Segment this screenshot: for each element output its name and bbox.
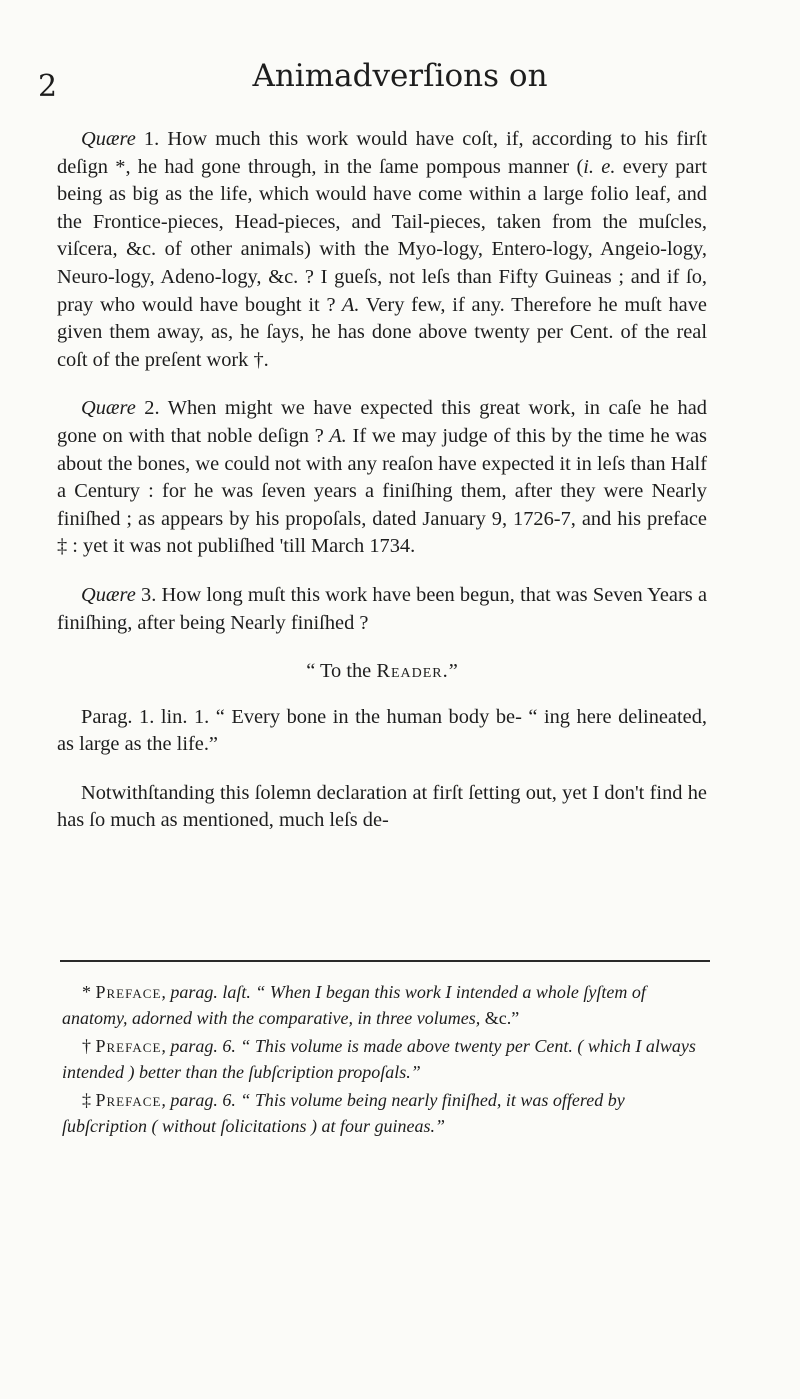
footnote-2-quote: “ This volume is made above twenty per Cent. ( which I always intended ) better than the ſubſcription propoſals.”: [62, 1036, 696, 1082]
footnotes: [62, 980, 712, 1142]
query-1-lead: Quære: [81, 128, 136, 150]
reader-heading: [57, 658, 707, 686]
query-2-answer-mark: A.: [323, 424, 347, 447]
query-1-ie: i. e.: [583, 155, 616, 178]
query-1: [57, 126, 707, 374]
reader-open: “ To the: [306, 660, 377, 683]
footnote-1-mark: *: [82, 982, 96, 1002]
query-2-text: 2. When might we have expected this great work, in caſe he had gone on with that noble deſign ?: [57, 397, 707, 447]
query-1-text-3: Very few, if any. Therefore he muſt have given them away, as, he ſays, he has done above twenty per Cent. of the real coſt of the preſent work †.: [57, 293, 707, 371]
query-2: [57, 395, 707, 561]
footnote-2-preface: Preface: [95, 1036, 162, 1056]
page-number: 2: [38, 69, 58, 104]
footnote-rule: [60, 960, 710, 962]
query-3-text: 3. How long muſt this work have been begun, that was Seven Years a finiſhing, after being Nearly finiſhed ?: [57, 583, 707, 634]
footnote-2-mark: †: [82, 1036, 96, 1056]
footnote-3: [62, 1088, 712, 1139]
query-1-text: 1. How much this work would have coſt, if, according to his firſt deſign *, he had gone through, in the ſame pompous manner (: [57, 128, 707, 178]
footnote-2: [62, 1034, 712, 1085]
footnote-1-quote: “ When I began this work I intended a whole ſyſtem of anatomy, adorned with the comparative, in three volumes,: [62, 982, 646, 1028]
running-title: Animadverſions on: [252, 58, 548, 94]
footnote-1-preface: Preface: [95, 982, 162, 1002]
footnote-3-preface: Preface: [95, 1090, 162, 1110]
query-2-lead: Quære: [81, 397, 136, 420]
query-2-text-2: If we may judge of this by the time he was about the bones, we could not with any reaſon have expected it in leſs than Half a Century : for he was ſeven years a finiſhing them, after they were Nearly finiſhed ; as appears by his propoſals, dated January 9, 1726-7, and his preface ‡ : yet it was not publiſhed 'till March 1734.: [57, 424, 707, 558]
footnote-3-quote: “ This volume being nearly finiſhed, it was offered by ſubſcription ( without ſolicitations ) at four guineas.”: [62, 1090, 625, 1136]
query-1-text-2: every part being as big as the life, which would have come within a large folio leaf, and the Frontice-pieces, Head-pieces, and Tail-pieces, taken from the muſcles, viſcera, &c. of other animals) with the Myo-logy, Entero-logy, Angeio-logy, Neuro-logy, Adeno-logy, &c. ? I gueſs, not leſs than Fifty Guineas ; and if ſo, pray who would have bought it ?: [57, 155, 707, 316]
query-3: [57, 582, 707, 637]
footnote-1-end: &c.”: [480, 1007, 520, 1028]
footnote-1: [62, 980, 712, 1031]
reader-close: ”: [448, 660, 458, 683]
footnote-3-mark: ‡: [82, 1090, 96, 1110]
query-3-lead: Quære: [81, 583, 136, 606]
main-text: [57, 126, 707, 856]
query-1-answer-mark: A.: [335, 293, 360, 316]
reader-word: Reader.: [376, 660, 449, 683]
paragraph-citation: Parag. 1. lin. 1. “ Every bone in the human body be- “ ing here delineated, as large as the life.”: [57, 705, 707, 756]
notwithstanding-paragraph: Notwithſtanding this ſolemn declaration at firſt ſetting out, yet I don't find he has ſo much as mentioned, much leſs de-: [57, 781, 707, 832]
footnote-2-ref: , parag. 6.: [161, 1036, 236, 1056]
footnote-1-ref: , parag. laſt.: [161, 982, 251, 1002]
footnote-3-ref: , parag. 6.: [161, 1090, 236, 1110]
